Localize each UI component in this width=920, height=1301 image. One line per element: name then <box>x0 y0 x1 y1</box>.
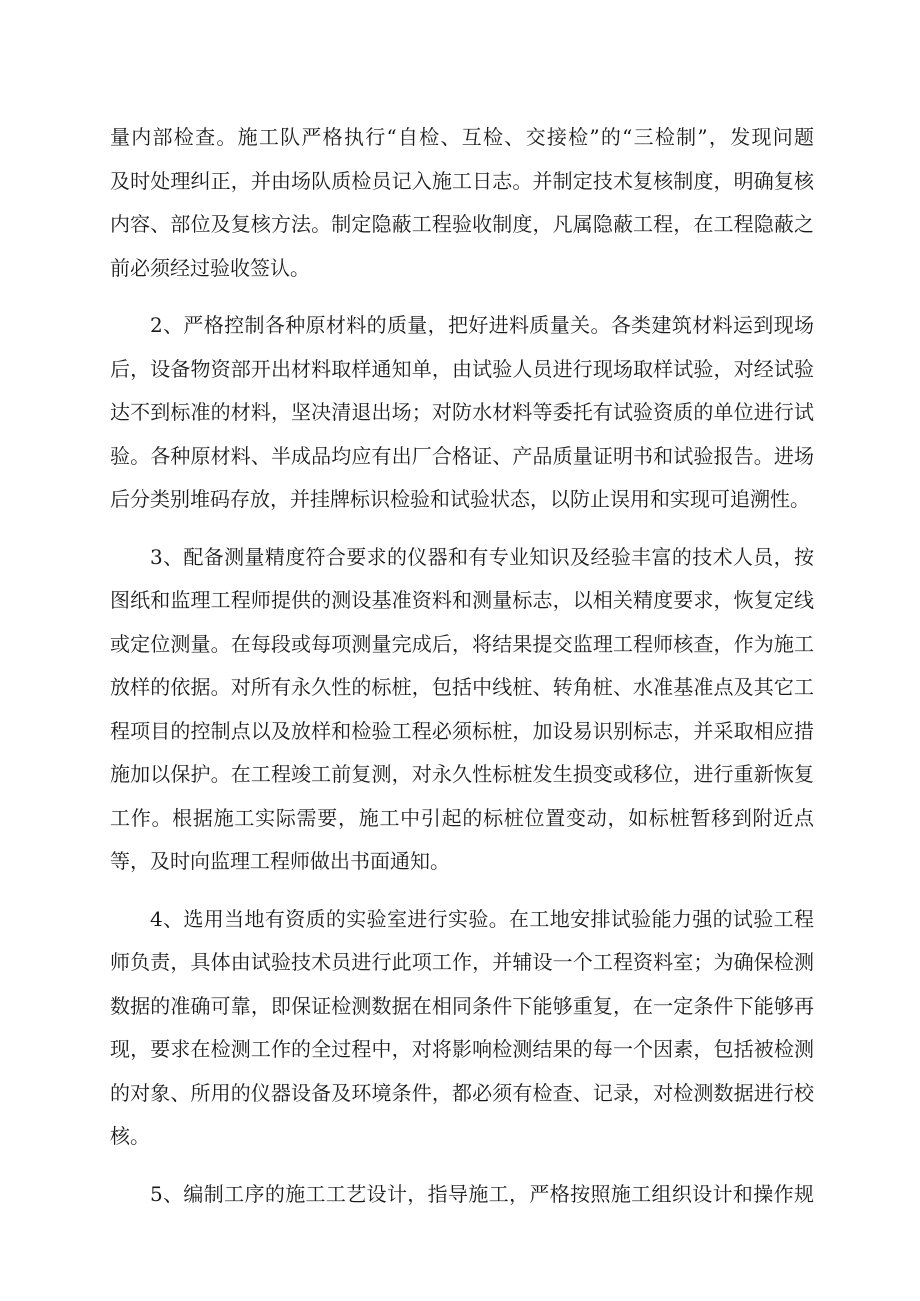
text-line: 3、配备测量精度符合要求的仪器和有专业知识及经验丰富的技术人员，按 <box>150 544 814 569</box>
paragraph-3 <box>110 536 814 884</box>
text-line: 前必须经过验收签认。 <box>110 255 310 280</box>
text-line: 等，及时向监理工程师做出书面通知。 <box>110 849 450 873</box>
paragraph-4 <box>110 898 814 1159</box>
text-line: 4、选用当地有资质的实验室进行实验。在工地安排试验能力强的试验工程 <box>150 906 814 931</box>
text-line: 图纸和监理工程师提供的测设基准资料和测量标志，以相关精度要求，恢复定线 <box>110 588 814 612</box>
text-line: 后，设备物资部开出材料取样通知单，由试验人员进行现场取样试验，对经试验 <box>110 356 814 381</box>
text-line: 量内部检查。施工队严格执行“自检、互检、交接检”的“三检制”，发现问题 <box>110 125 814 149</box>
text-line: 内容、部位及复核方法。制定隐蔽工程验收制度，凡属隐蔽工程，在工程隐蔽之 <box>110 212 814 236</box>
paragraph-2 <box>110 304 814 522</box>
paragraph-1 <box>110 116 814 290</box>
text-line: 及时处理纠正，并由场队质检员记入施工日志。并制定技术复核制度，明确复核 <box>110 168 814 193</box>
text-line: 放样的依据。对所有永久性的标桩，包括中线桩、转角桩、水准基准点及其它工 <box>110 675 814 699</box>
text-line: 达不到标准的材料，坚决清退出场；对防水材料等委托有试验资质的单位进行试 <box>110 400 814 424</box>
text-line: 工作。根据施工实际需要，施工中引起的标桩位置变动，如标桩暂移到附近点 <box>110 805 814 830</box>
text-line: 数据的准确可靠，即保证检测数据在相同条件下能够重复，在一定条件下能够再 <box>110 993 814 1018</box>
document-body <box>110 116 814 1230</box>
text-line: 程项目的控制点以及放样和检验工程必须标桩，加设易识别标志，并采取相应措 <box>110 718 814 743</box>
text-line: 现，要求在检测工作的全过程中，对将影响检测结果的每一个因素，包括被检测 <box>110 1037 814 1061</box>
text-line: 后分类别堆码存放，并挂牌标识检验和试验状态，以防止误用和实现可追溯性。 <box>110 487 810 511</box>
text-line: 师负责，具体由试验技术员进行此项工作，并辅设一个工程资料室；为确保检测 <box>110 950 814 974</box>
text-line: 5、编制工序的施工工艺设计，指导施工，严格按照施工组织设计和操作规 <box>150 1181 814 1206</box>
text-line: 验。各种原材料、半成品均应有出厂合格证、产品质量证明书和试验报告。进场 <box>110 443 814 468</box>
paragraph-5 <box>110 1173 814 1217</box>
text-line: 的对象、所用的仪器设备及环境条件，都必须有检查、记录，对检测数据进行校 <box>110 1080 814 1105</box>
text-line: 核。 <box>110 1124 150 1148</box>
text-line: 2、严格控制各种原材料的质量，把好进料质量关。各类建筑材料运到现场 <box>150 313 814 337</box>
text-line: 或定位测量。在每段或每项测量完成后，将结果提交监理工程师核查，作为施工 <box>110 631 814 656</box>
text-line: 施加以保护。在工程竣工前复测，对永久性标桩发生损变或移位，进行重新恢复 <box>110 762 814 786</box>
